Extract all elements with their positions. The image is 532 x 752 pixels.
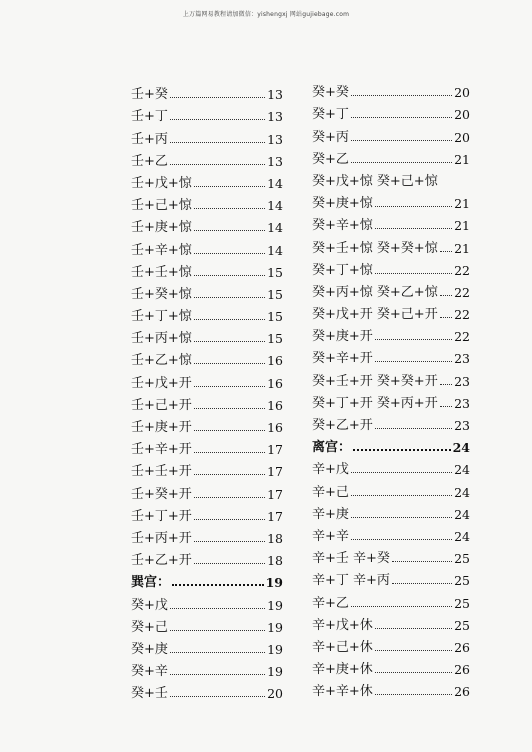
- toc-entry-page-number: 20: [454, 85, 470, 101]
- dot-leader: [194, 319, 265, 320]
- dot-leader: [375, 628, 452, 629]
- toc-entry-label: 壬+乙+惊: [131, 353, 192, 369]
- toc-entry-label: 壬+辛+开: [131, 442, 192, 458]
- toc-entry: [312, 500, 470, 522]
- toc-entry: [131, 479, 283, 501]
- dot-leader: [351, 162, 452, 163]
- toc-entry-label: 壬+乙: [131, 153, 168, 169]
- toc-entry-page-number: 15: [267, 309, 283, 325]
- toc-entry: [312, 122, 470, 144]
- toc-entry: [312, 189, 470, 211]
- toc-entry: [312, 389, 470, 411]
- toc-entry-page-number: 20: [454, 107, 470, 123]
- toc-entry-label: 壬+丁+惊: [131, 309, 192, 325]
- toc-entry-page-number: 21: [454, 240, 470, 256]
- toc-entry-page-number: 26: [454, 639, 470, 655]
- toc-entry: [131, 147, 283, 169]
- dot-leader: [440, 251, 452, 252]
- dot-leader: [170, 142, 265, 143]
- toc-entry-label: 癸+辛+开: [312, 351, 373, 367]
- toc-entry-page-number: 25: [454, 551, 470, 567]
- toc-entry: [131, 635, 283, 657]
- toc-entry: [131, 280, 283, 302]
- toc-entry: [312, 588, 470, 610]
- toc-entry: [131, 679, 283, 701]
- toc-entry: [312, 167, 470, 189]
- toc-entry: [131, 657, 283, 679]
- dot-leader: [194, 408, 265, 409]
- toc-entry-label: 壬+癸+惊: [131, 286, 192, 302]
- toc-entry-page-number: 19: [267, 597, 283, 613]
- dot-leader: [351, 95, 452, 96]
- toc-entry: [131, 324, 283, 346]
- toc-entry-label: 辛+庚: [312, 506, 349, 522]
- dot-leader: [392, 583, 452, 584]
- toc-entry: [131, 524, 283, 546]
- toc-right-column: [312, 78, 470, 699]
- toc-entry-page-number: 23: [454, 395, 470, 411]
- dot-leader: [440, 384, 452, 385]
- toc-entry-label: 癸+戊+开 癸+己+开: [312, 307, 438, 323]
- toc-entry: [131, 368, 283, 390]
- toc-entry-label: 癸+辛: [131, 664, 168, 680]
- dot-leader: [440, 317, 452, 318]
- toc-entry: [312, 100, 470, 122]
- toc-section-heading: [131, 568, 283, 590]
- toc-entry: [131, 235, 283, 257]
- dot-leader: [194, 363, 265, 364]
- toc-entry: [312, 611, 470, 633]
- toc-entry-label: 壬+戊+开: [131, 375, 192, 391]
- toc-entry-label: 癸+辛+惊: [312, 218, 373, 234]
- toc-entry-page-number: 24: [454, 462, 470, 478]
- dot-leader: [194, 430, 265, 431]
- toc-entry-label: 辛+辛: [312, 528, 349, 544]
- dot-leader: [375, 428, 452, 429]
- toc-entry-label: 癸+丙+惊 癸+乙+惊: [312, 284, 438, 300]
- toc-entry: [312, 411, 470, 433]
- dot-leader: [194, 208, 265, 209]
- toc-entry: [312, 300, 470, 322]
- toc-entry-page-number: 13: [267, 153, 283, 169]
- toc-entry: [131, 258, 283, 280]
- toc-entry: [131, 590, 283, 612]
- dot-leader: [194, 497, 265, 498]
- dot-leader: [194, 386, 265, 387]
- toc-entry: [312, 278, 470, 300]
- dot-leader: [194, 541, 265, 542]
- toc-entry-page-number: 17: [267, 508, 283, 524]
- toc-entry: [312, 78, 470, 100]
- dot-leader: [194, 186, 265, 187]
- toc-entry: [131, 124, 283, 146]
- toc-entry-page-number: 17: [267, 486, 283, 502]
- dot-leader: [194, 452, 265, 453]
- toc-entry: [312, 256, 470, 278]
- toc-entry: [312, 233, 470, 255]
- toc-entry-page-number: 16: [267, 375, 283, 391]
- toc-entry-page-number: 17: [267, 442, 283, 458]
- toc-entry-page-number: 16: [267, 397, 283, 413]
- toc-entry-label: 巽宫：: [131, 575, 171, 591]
- toc-entry: [312, 366, 470, 388]
- toc-entry-page-number: 24: [454, 506, 470, 522]
- toc-entry-label: 癸+壬+惊 癸+癸+惊: [312, 240, 438, 256]
- toc-entry-label: 癸+乙+开: [312, 418, 373, 433]
- toc-entry: [312, 455, 470, 477]
- toc-entry-label: 壬+癸+开: [131, 486, 192, 502]
- toc-entry-label: 癸+戊+惊 癸+己+惊: [312, 173, 438, 189]
- toc-entry-label: 壬+壬+开: [131, 464, 192, 480]
- dot-leader: [440, 406, 452, 407]
- dot-leader: [170, 674, 265, 675]
- dot-leader: [351, 606, 452, 607]
- dot-leader: [170, 119, 265, 120]
- toc-entry: [312, 477, 470, 499]
- dot-leader: [375, 361, 452, 362]
- dot-leader: [351, 472, 452, 473]
- toc-entry-page-number: 22: [454, 329, 470, 345]
- toc-entry-label: 壬+癸: [131, 87, 168, 103]
- dot-leader: [170, 696, 265, 697]
- toc-entry-page-number: 14: [267, 220, 283, 236]
- toc-entry-page-number: 20: [267, 686, 283, 702]
- toc-entry-label: 辛+己+休: [312, 639, 373, 655]
- toc-entry-label: 壬+丁+开: [131, 508, 192, 524]
- toc-entry-page-number: 22: [454, 307, 470, 323]
- toc-entry-page-number: 21: [454, 196, 470, 212]
- dot-leader: [375, 672, 452, 673]
- dot-leader: [375, 694, 452, 695]
- toc-entry-label: 壬+丙+惊: [131, 331, 192, 347]
- dot-leader: [351, 517, 452, 518]
- toc-entry-label: 癸+丁: [312, 107, 349, 123]
- toc-entry-page-number: 19: [267, 619, 283, 635]
- toc-section-heading: [312, 433, 470, 455]
- toc-entry: [312, 655, 470, 677]
- toc-entry-label: 癸+丁+开 癸+丙+开: [312, 395, 438, 411]
- toc-entry-page-number: 22: [454, 284, 470, 300]
- dot-leader: [194, 341, 265, 342]
- toc-entry-page-number: 24: [454, 484, 470, 500]
- toc-entry-page-number: 22: [454, 262, 470, 278]
- toc-entry-page-number: 13: [267, 131, 283, 147]
- toc-left-column: [131, 80, 283, 701]
- toc-entry-label: 壬+丙+开: [131, 530, 192, 546]
- toc-entry: [131, 302, 283, 324]
- toc-entry-label: 壬+戊+惊: [131, 175, 192, 191]
- dot-leader: [194, 253, 265, 254]
- dot-leader: [351, 539, 452, 540]
- toc-entry-label: 辛+丁 辛+丙: [312, 573, 390, 589]
- toc-entry-label: 辛+戊: [312, 462, 349, 478]
- dot-leader: [194, 230, 265, 231]
- dot-leader: [375, 339, 452, 340]
- toc-entry-page-number: 26: [454, 684, 470, 700]
- toc-entry-page-number: 23: [454, 418, 470, 433]
- toc-entry: [131, 391, 283, 413]
- watermark-text: 上万篇网易教程请加微信：yishengxj 网站gujiebage.com: [182, 11, 350, 18]
- toc-entry: [312, 322, 470, 344]
- toc-entry-page-number: 24: [452, 440, 470, 456]
- toc-entry-label: 壬+己+开: [131, 397, 192, 413]
- toc-entry-label: 离宫：: [312, 440, 352, 456]
- toc-entry-page-number: 13: [267, 109, 283, 125]
- toc-entry-label: 癸+壬+开 癸+癸+开: [312, 373, 438, 389]
- toc-entry: [312, 544, 470, 566]
- toc-entry-page-number: 14: [267, 175, 283, 191]
- toc-entry-label: 壬+壬+惊: [131, 264, 192, 280]
- toc-entry-label: 癸+癸: [312, 85, 349, 101]
- toc-entry-label: 辛+戊+休: [312, 617, 373, 633]
- toc-entry-page-number: 19: [267, 641, 283, 657]
- toc-entry: [312, 211, 470, 233]
- toc-entry-page-number: 16: [267, 353, 283, 369]
- toc-entry-page-number: 23: [454, 373, 470, 389]
- dot-leader: [194, 297, 265, 298]
- toc-entry-label: 壬+乙+开: [131, 553, 192, 569]
- dot-leader: [194, 563, 265, 564]
- toc-entry-page-number: 16: [267, 420, 283, 435]
- toc-entry: [312, 522, 470, 544]
- toc-entry-page-number: 23: [454, 351, 470, 367]
- toc-entry-label: 癸+壬: [131, 686, 168, 702]
- dot-leader: [172, 584, 264, 586]
- toc-entry-page-number: 18: [267, 553, 283, 569]
- dot-leader: [194, 519, 265, 520]
- toc-entry-label: 癸+庚+开: [312, 329, 373, 345]
- toc-entry-label: 壬+庚+惊: [131, 220, 192, 236]
- toc-entry-label: 壬+辛+惊: [131, 242, 192, 258]
- toc-entry-page-number: 14: [267, 198, 283, 214]
- toc-entry: [312, 566, 470, 588]
- toc-entry: [312, 344, 470, 366]
- dot-leader: [375, 206, 452, 207]
- dot-leader: [170, 97, 265, 98]
- toc-entry-label: 辛+乙: [312, 595, 349, 611]
- toc-entry-label: 壬+己+惊: [131, 198, 192, 214]
- toc-entry: [131, 213, 283, 235]
- dot-leader: [170, 652, 265, 653]
- dot-leader: [351, 117, 452, 118]
- toc-entry-page-number: 15: [267, 264, 283, 280]
- dot-leader: [194, 275, 265, 276]
- toc-entry-page-number: 21: [454, 218, 470, 234]
- toc-entry: [131, 102, 283, 124]
- toc-entry-label: 壬+丙: [131, 131, 168, 147]
- dot-leader: [351, 495, 452, 496]
- toc-entry-label: 癸+乙: [312, 151, 349, 167]
- toc-entry-page-number: 14: [267, 242, 283, 258]
- toc-entry: [312, 677, 470, 699]
- dot-leader: [375, 228, 452, 229]
- dot-leader: [351, 140, 452, 141]
- toc-entry-page-number: 24: [454, 528, 470, 544]
- toc-entry-page-number: 25: [454, 573, 470, 589]
- toc-entry-page-number: 25: [454, 617, 470, 633]
- toc-entry-page-number: 15: [267, 331, 283, 347]
- dot-leader: [353, 449, 451, 451]
- toc-entry-page-number: 21: [454, 151, 470, 167]
- toc-entry-page-number: 26: [454, 662, 470, 678]
- toc-entry-page-number: 17: [267, 464, 283, 480]
- toc-entry-label: 癸+庚+惊: [312, 196, 373, 212]
- toc-entry-page-number: 13: [267, 87, 283, 103]
- toc-entry-page-number: 19: [265, 575, 283, 591]
- toc-entry-page-number: 25: [454, 595, 470, 611]
- toc-entry: [131, 546, 283, 568]
- dot-leader: [194, 474, 265, 475]
- toc-entry: [131, 435, 283, 457]
- toc-entry-label: 癸+己: [131, 619, 168, 635]
- toc-entry: [131, 502, 283, 524]
- toc-entry-label: 癸+丁+惊: [312, 262, 373, 278]
- toc-entry-page-number: 19: [267, 664, 283, 680]
- toc-entry-label: 辛+壬 辛+癸: [312, 551, 390, 567]
- dot-leader: [375, 273, 452, 274]
- toc-entry: [131, 613, 283, 635]
- toc-entry-label: 癸+庚: [131, 641, 168, 657]
- toc-entry: [312, 633, 470, 655]
- dot-leader: [170, 164, 265, 165]
- toc-entry: [131, 346, 283, 368]
- dot-leader: [170, 630, 265, 631]
- toc-entry: [131, 169, 283, 191]
- toc-entry-label: 癸+戊: [131, 597, 168, 613]
- toc-entry-page-number: 18: [267, 530, 283, 546]
- toc-entry: [131, 80, 283, 102]
- toc-entry-label: 壬+庚+开: [131, 420, 192, 435]
- dot-leader: [392, 561, 452, 562]
- dot-leader: [440, 295, 452, 296]
- dot-leader: [375, 650, 452, 651]
- toc-entry: [131, 457, 283, 479]
- toc-entry-label: 辛+辛+休: [312, 684, 373, 700]
- toc-entry-label: 辛+己: [312, 484, 349, 500]
- toc-entry-page-number: 20: [454, 129, 470, 145]
- toc-entry-label: 癸+丙: [312, 129, 349, 145]
- dot-leader: [170, 608, 265, 609]
- toc-entry-page-number: 15: [267, 286, 283, 302]
- toc-entry: [131, 413, 283, 435]
- toc-entry-label: 壬+丁: [131, 109, 168, 125]
- toc-entry: [312, 145, 470, 167]
- toc-entry: [131, 191, 283, 213]
- toc-entry-label: 辛+庚+休: [312, 662, 373, 678]
